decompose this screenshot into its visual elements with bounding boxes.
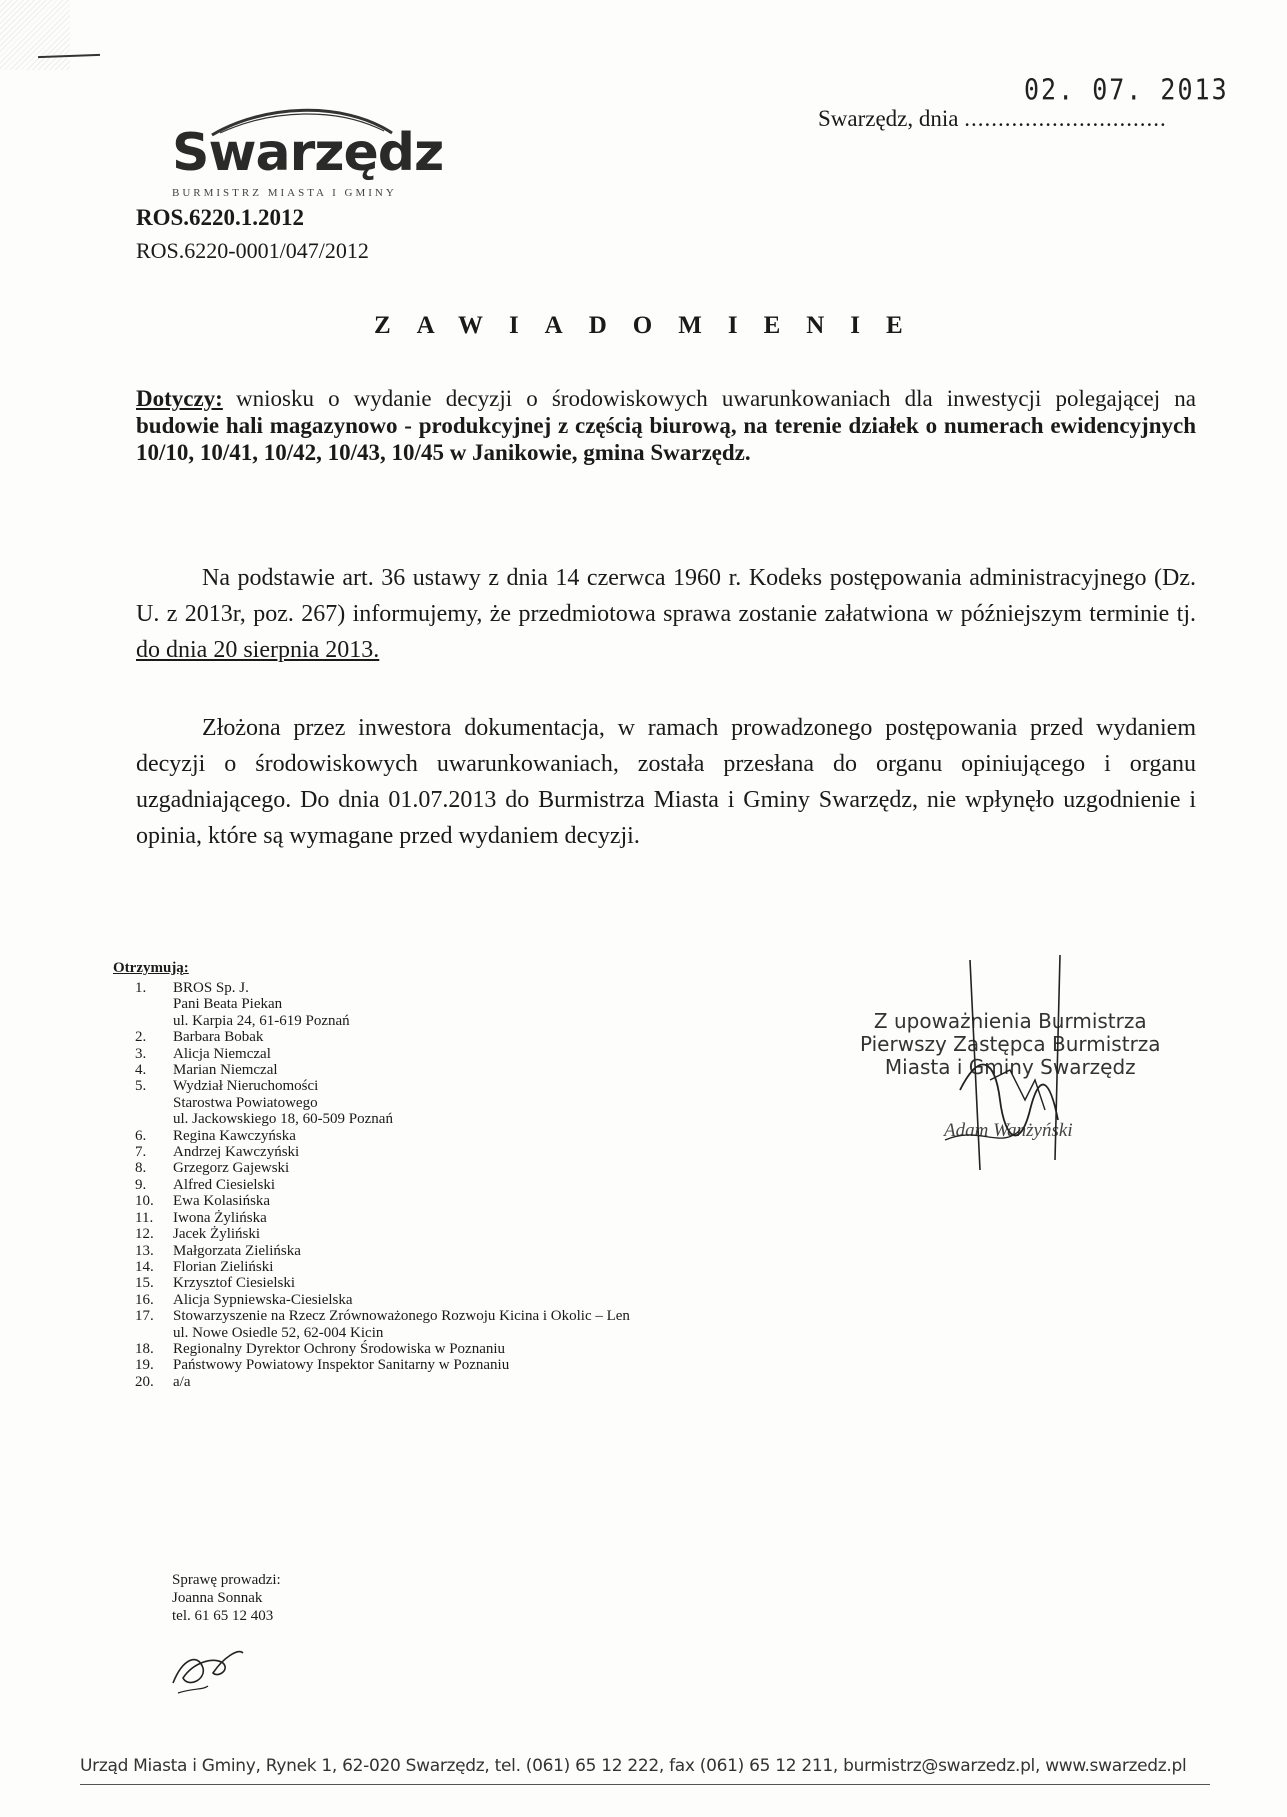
recipient-text: [173, 1259, 733, 1275]
recipient-line: Wydział Nieruchomości: [173, 1078, 319, 1095]
recipient-line: Jacek Żyliński: [173, 1226, 261, 1243]
recipient-line: Andrzej Kawczyński: [173, 1144, 300, 1161]
recipient-item: [113, 1226, 733, 1242]
place-date-line: [818, 106, 1167, 132]
recipient-text: [173, 1062, 733, 1078]
initials-icon: [168, 1638, 248, 1698]
recipient-number: 11.: [135, 1209, 154, 1226]
recipient-item: [113, 1341, 733, 1357]
recipient-text: [173, 1029, 733, 1045]
recipient-line: Grzegorz Gajewski: [173, 1160, 290, 1177]
recipient-number: 14.: [135, 1258, 154, 1275]
recipient-number: 4.: [135, 1062, 147, 1079]
logo-wordmark: Swarzędz: [172, 123, 444, 183]
recipient-number: 1.: [135, 980, 147, 996]
recipient-item: [113, 1308, 733, 1341]
swarzedz-logo: [142, 95, 444, 205]
reference-number-secondary: ROS.6220-0001/047/2012: [136, 238, 369, 263]
reference-number: ROS.6220.1.2012: [136, 205, 305, 230]
recipient-text: [173, 1177, 733, 1193]
recipient-text: [173, 1160, 733, 1176]
recipients-heading: Otrzymują:: [113, 960, 189, 976]
recipient-line: Iwona Żylińska: [173, 1209, 267, 1226]
recipient-line: Barbara Bobak: [173, 1029, 264, 1046]
authorization-line-2: Pierwszy Zastępca Burmistrza: [860, 1032, 1161, 1056]
recipient-text: [173, 1193, 733, 1209]
authorization-line-3: Miasta i Gminy Swarzędz: [884, 1055, 1136, 1079]
recipient-number: 3.: [135, 1045, 147, 1062]
regarding-text-plain: wniosku o wydanie decyzji o środowiskowych uwarunkowaniach dla inwestycji polegającej na: [236, 386, 1196, 411]
recipient-item: [113, 1029, 733, 1045]
recipient-text: [173, 1308, 733, 1341]
recipient-item: [113, 1128, 733, 1144]
recipient-text: [173, 1226, 733, 1242]
recipient-number: 9.: [135, 1176, 147, 1193]
handled-by-label: Sprawę prowadzi:: [172, 1572, 281, 1588]
recipient-number: 10.: [135, 1193, 154, 1210]
recipient-line: Regina Kawczyńska: [173, 1127, 296, 1144]
recipient-line: Małgorzata Zielińska: [173, 1242, 301, 1259]
recipient-item: [113, 1193, 733, 1209]
recipient-number: 18.: [135, 1340, 154, 1357]
recipients-list: [113, 980, 733, 1390]
recipient-text: [173, 1292, 733, 1308]
recipient-text: [173, 1128, 733, 1144]
recipient-number: 13.: [135, 1242, 154, 1259]
recipient-item: [113, 1357, 733, 1373]
recipient-line: Marian Niemczal: [173, 1062, 278, 1079]
recipient-text: [173, 1374, 733, 1390]
recipient-number: 17.: [135, 1308, 154, 1325]
recipient-text: [173, 1046, 733, 1062]
regarding-line-1: [236, 385, 1196, 412]
recipient-item: [113, 1062, 733, 1078]
recipient-line: ul. Karpia 24, 61-619 Poznań: [173, 1012, 350, 1029]
recipient-text: [173, 980, 733, 1029]
recipient-number: 15.: [135, 1275, 154, 1292]
handled-by: [172, 1571, 281, 1625]
deadline-date: do dnia 20 sierpnia 2013.: [136, 637, 380, 663]
recipient-line: a/a: [173, 1373, 191, 1390]
handwritten-date: 02. 07. 2013: [1024, 72, 1229, 107]
recipient-line: Ewa Kolasińska: [173, 1193, 271, 1210]
recipient-line: Florian Zieliński: [173, 1258, 274, 1275]
recipient-line: ul. Jackowskiego 18, 60-509 Poznań: [173, 1111, 393, 1128]
recipient-line: Starostwa Powiatowego: [173, 1094, 318, 1111]
footer-address: Urząd Miasta i Gminy, Rynek 1, 62-020 Swarzędz, tel. (061) 65 12 222, fax (061) 65 12 211, burmistrz@swarzedz.pl, www.swarzedz.pl: [80, 1756, 1187, 1776]
recipient-line: Alfred Ciesielski: [173, 1176, 276, 1193]
recipient-item: [113, 1374, 733, 1390]
handled-by-name: Joanna Sonnak: [172, 1590, 263, 1606]
recipient-text: [173, 1144, 733, 1160]
body-paragraph-2: Złożona przez inwestora dokumentacja, w ramach prowadzonego postępowania przed wydaniem decyzji o środowiskowych uwarunkowaniach, została przesłana do organu opiniującego i organu uzgadniającego. Do dnia 01.07.2013 do Burmistrza Miasta i Gminy Swarzędz, nie wpłynęło uzgodnienie i opinia, które są wymagane przed wydaniem decyzji.: [136, 715, 1196, 849]
scan-artifact: [0, 0, 70, 70]
recipient-line: Stowarzyszenie na Rzecz Zrównoważonego Rozwoju Kicina i Okolic – Len: [173, 1308, 630, 1325]
recipient-number: 6.: [135, 1127, 147, 1144]
recipient-text: [173, 1078, 733, 1127]
recipient-item: [113, 1259, 733, 1275]
recipient-line: Krzysztof Ciesielski: [173, 1275, 296, 1292]
regarding-text-bold: budowie hali magazynowo - produkcyjnej z częścią biurową, na terenie działek o numerach ewidencyjnych 10/10, 10/41, 10/42, 10/43, 10/45 w Janikowie, gmina Swarzędz.: [136, 413, 1196, 465]
recipient-line: Regionalny Dyrektor Ochrony Środowiska w Poznaniu: [173, 1340, 506, 1357]
recipient-line: ul. Nowe Osiedle 52, 62-004 Kicin: [173, 1324, 384, 1341]
recipient-line: Państwowy Powiatowy Inspektor Sanitarny w Poznaniu: [173, 1357, 510, 1374]
recipient-item: [113, 1078, 733, 1127]
recipient-item: [113, 1046, 733, 1062]
recipient-text: [173, 1357, 733, 1373]
recipient-number: 20.: [135, 1373, 154, 1390]
recipient-number: 2.: [135, 1029, 147, 1046]
recipient-number: 5.: [135, 1078, 147, 1095]
recipient-item: [113, 1144, 733, 1160]
recipient-number: 8.: [135, 1160, 147, 1177]
recipient-item: [113, 1243, 733, 1259]
recipient-text: [173, 1210, 733, 1226]
date-dots: ..............................: [964, 106, 1167, 131]
recipient-item: [113, 980, 733, 1029]
recipient-line: Alicja Niemczal: [173, 1045, 271, 1062]
handled-by-phone: tel. 61 65 12 403: [172, 1608, 274, 1624]
place-label: Swarzędz, dnia: [818, 106, 959, 131]
recipient-text: [173, 1341, 733, 1357]
recipient-item: [113, 1275, 733, 1291]
recipient-text: [173, 1275, 733, 1291]
signature-icon: [940, 950, 1110, 1180]
recipient-line: BROS Sp. J.: [173, 980, 249, 996]
recipient-item: [113, 1177, 733, 1193]
recipient-line: Alicja Sypniewska-Ciesielska: [173, 1291, 353, 1308]
recipient-number: 7.: [135, 1144, 147, 1161]
recipient-text: [173, 1243, 733, 1259]
regarding-label: Dotyczy:: [136, 386, 223, 411]
recipient-number: 19.: [135, 1357, 154, 1374]
logo-subtitle: BURMISTRZ MIASTA I GMINY: [172, 187, 397, 199]
footer-divider: [80, 1784, 1210, 1785]
paragraph-1-text: Na podstawie art. 36 ustawy z dnia 14 czerwca 1960 r. Kodeks postępowania administracyjnego (Dz. U. z 2013r, poz. 267) informujemy, że przedmiotowa sprawa zostanie załatwiona w późniejszym terminie tj.: [136, 565, 1196, 627]
recipient-line: Pani Beata Piekan: [173, 996, 283, 1013]
recipient-number: 12.: [135, 1226, 154, 1243]
authorization-line-1: Z upoważnienia Burmistrza: [873, 1009, 1147, 1033]
recipient-number: 16.: [135, 1291, 154, 1308]
recipient-item: [113, 1292, 733, 1308]
signer-name: Adam Wanżyński: [944, 1120, 1073, 1141]
body-paragraph-1: [136, 560, 1196, 668]
recipient-item: [113, 1210, 733, 1226]
recipient-item: [113, 1160, 733, 1176]
document-title: ZAWIADOMIENIE: [374, 312, 929, 339]
